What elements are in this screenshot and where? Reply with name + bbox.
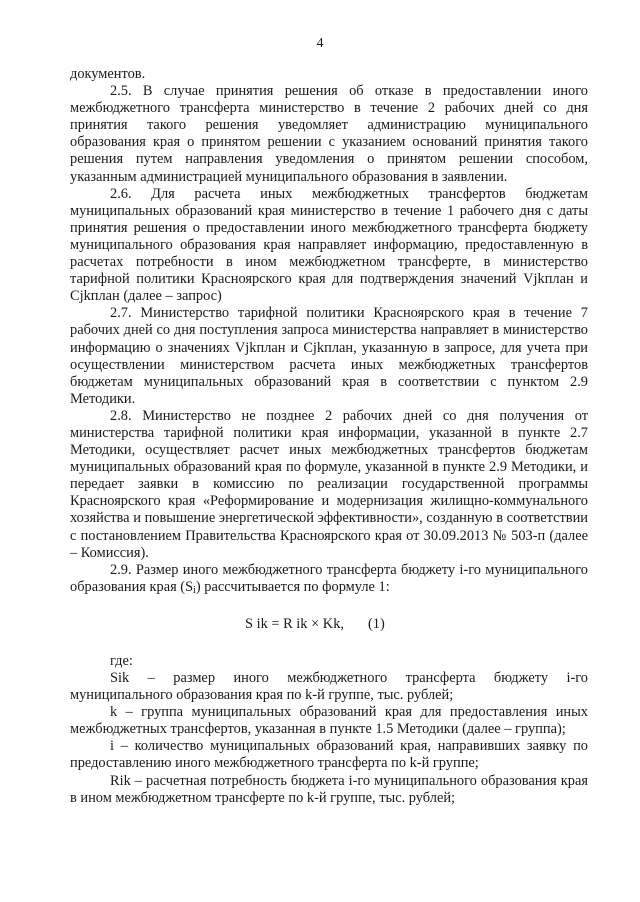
definition-i: i – количество муниципальных образований края, направивших заявку по предоставлению иного межбюджетного трансферта по k-й группе; (70, 738, 588, 772)
paragraph-2-5: 2.5. В случае принятия решения об отказе в предоставлении иного межбюджетного трансферта министерство в течение 2 рабочих дней со дня принятия такого решения уведомляет администрацию муниципального образования края о принятом решении с указанием оснований принятия такого решения путем направления уведомления о принятом решении способом, указанным администрацией муниципального образования в заявлении. (70, 83, 588, 185)
definition-sik: Sik – размер иного межбюджетного трансферта бюджету i-го муниципального образования края по k-й группе, тыс. рублей; (70, 670, 588, 704)
formula-number: (1) (368, 615, 385, 632)
paragraph-2-9-text-before: 2.9. Размер иного межбюджетного трансферта бюджету i-го муниципального образования края (S (70, 561, 588, 595)
formula-expression: S ik = R ik × Kk, (245, 615, 344, 632)
paragraph-2-6: 2.6. Для расчета иных межбюджетных трансфертов бюджетам муниципальных образований края министерство в течение 1 рабочего дня с даты принятия решения о предоставлении иного межбюджетного трансферта бюджету муниципального образования края направляет информацию, предоставленную в расчетах потребности в ином межбюджетном трансферте, в министерство тарифной политики Красноярского края для подтверждения значений Vjkплан и Cjkплан (далее – запрос) (70, 185, 588, 305)
definition-k: k – группа муниципальных образований края для предоставления иных межбюджетных трансфертов, указанная в пункте 1.5 Методики (далее – группа); (70, 704, 588, 738)
paragraph-continuation: документов. (70, 66, 146, 82)
paragraph-2-7: 2.7. Министерство тарифной политики Красноярского края в течение 7 рабочих дней со дня поступления запроса министерства направляет в министерство информацию о значениях Vjkплан и Cjkплан, указанную в запросе, для учета при осуществлении министерством расчета иных межбюджетных трансфертов бюджетам муниципальных образований края в соответствии с пунктом 2.9 Методики. (70, 305, 588, 407)
paragraph-2-9 (70, 562, 588, 596)
paragraph-2-9-text-after: ) рассчитывается по формуле 1: (195, 578, 390, 595)
document-body (70, 66, 588, 807)
paragraph-2-9-subscript: i (193, 584, 196, 596)
page-number: 4 (316, 36, 324, 51)
formula-1 (70, 616, 588, 633)
where-label: где: (110, 652, 133, 669)
definition-rik: Rik – расчетная потребность бюджета i-го муниципального образования края в ином межбюджетном трансферте по k-й группе, тыс. рублей; (70, 772, 588, 806)
paragraph-2-8: 2.8. Министерство не позднее 2 рабочих дней со дня получения от министерства тарифной политики края информации, указанной в пункте 2.7 Методики, осуществляет расчет иных межбюджетных трансфертов бюджетам муниципальных образований края по формуле, указанной в пункте 2.9 Методики, и передает заявки в комиссию по реализации государственной программы Красноярского края «Реформирование и модернизация жилищно-коммунального хозяйства и повышение энергетической эффективности», созданную в соответствии с постановлением Правительства Красноярского края от 30.09.2013 № 503-п (далее – Комиссия). (70, 407, 588, 561)
